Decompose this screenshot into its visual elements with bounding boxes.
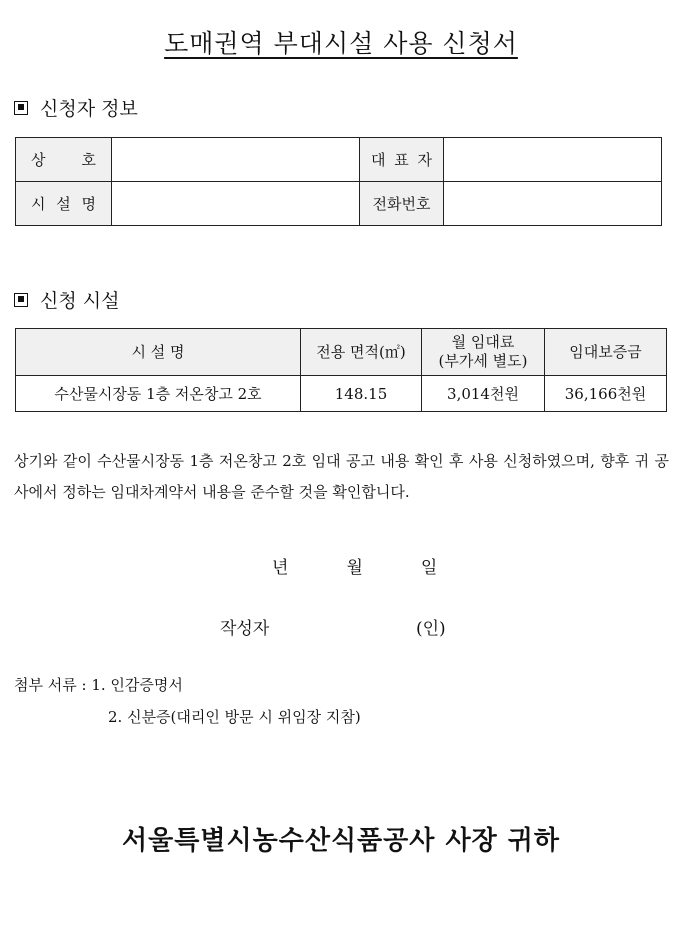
applicant-info-table xyxy=(15,137,662,226)
applicant-heading-text: 신청자 정보 xyxy=(40,98,138,120)
facility-table xyxy=(15,328,667,412)
square-bullet-icon xyxy=(14,101,28,115)
month-label: 월 xyxy=(346,558,363,578)
column-header-deposit: 임대보증금 xyxy=(545,329,667,376)
applicant-section-heading xyxy=(14,94,138,121)
facility-label-char: 시 xyxy=(31,195,46,213)
year-label: 년 xyxy=(272,558,289,578)
phone-label: 전화번호 xyxy=(372,195,431,213)
attachment-line-1: 첨부 서류 : 1. 인감증명서 xyxy=(14,676,183,694)
facility-heading-text: 신청 시설 xyxy=(40,290,120,312)
document-title: 도매권역 부대시설 사용 신청서 xyxy=(164,29,518,58)
day-label: 일 xyxy=(420,558,438,578)
company-label-char: 호 xyxy=(81,151,96,169)
deposit-cell: 36,166천원 xyxy=(545,376,667,412)
representative-label-char: 자 xyxy=(417,151,432,169)
facility-name-cell: 수산물시장동 1층 저온창고 2호 xyxy=(16,376,301,412)
statement-text: 상기와 같이 수산물시장동 1층 저온창고 2호 임대 공고 내용 확인 후 사용 신청하였으며, 향후 귀 공사에서 정하는 임대차계약서 내용을 준수할 것을 확인합니다. xyxy=(14,452,669,501)
column-header-name: 시 설 명 xyxy=(16,329,301,376)
square-bullet-icon xyxy=(14,293,28,307)
table-row xyxy=(16,376,667,412)
rent-header-line: (부가세 별도) xyxy=(438,352,528,370)
column-header-rent xyxy=(422,329,545,376)
facility-label-char: 설 xyxy=(56,195,71,213)
facility-section-heading xyxy=(14,286,119,313)
representative-field[interactable] xyxy=(444,138,662,182)
date-line xyxy=(272,553,437,578)
column-header-area: 전용 면적(㎡) xyxy=(301,329,422,376)
document-title-wrap xyxy=(0,24,682,60)
phone-label-cell xyxy=(360,182,444,226)
table-row xyxy=(16,182,662,226)
representative-label-cell xyxy=(360,138,444,182)
representative-label-char: 표 xyxy=(394,151,409,169)
company-label-char: 상 xyxy=(31,151,46,169)
rent-header-line: 월 임대료 xyxy=(451,333,515,351)
writer-label: 작성자 xyxy=(220,619,270,639)
area-cell: 148.15 xyxy=(301,376,422,412)
seal-label: (인) xyxy=(416,619,446,639)
representative-label-char: 대 xyxy=(371,151,386,169)
company-label-cell xyxy=(16,138,112,182)
table-row xyxy=(16,138,662,182)
facility-field[interactable] xyxy=(112,182,360,226)
addressee: 서울특별시농수산식품공사 사장 귀하 xyxy=(122,826,560,856)
company-field[interactable] xyxy=(112,138,360,182)
facility-label-char: 명 xyxy=(81,195,96,213)
table-header-row xyxy=(16,329,667,376)
attachment-line-2: 2. 신분증(대리인 방문 시 위임장 지참) xyxy=(108,708,361,726)
facility-label-cell xyxy=(16,182,112,226)
rent-cell: 3,014천원 xyxy=(422,376,545,412)
phone-field[interactable] xyxy=(444,182,662,226)
